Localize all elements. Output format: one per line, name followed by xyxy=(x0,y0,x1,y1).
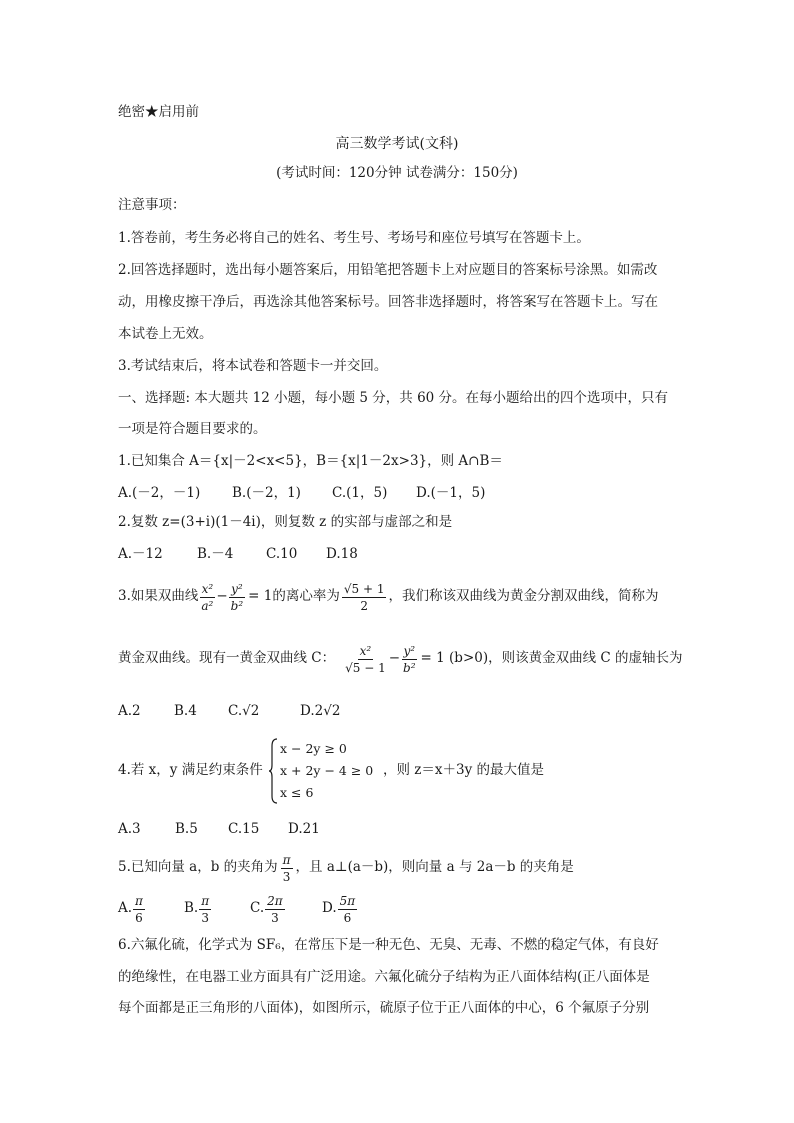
constraint-2: x + 2y − 4 ≥ 0 xyxy=(280,763,374,778)
note-line: 2.回答选择题时，选出每小题答案后，用铅笔把答题卡上对应题目的答案标号涂黑。如需改 xyxy=(118,262,658,278)
question-4-tail: ，则 z＝x＋3y 的最大值是 xyxy=(383,762,545,778)
constraint-3: x ≤ 6 xyxy=(280,785,314,800)
option-b: B.5 xyxy=(175,821,198,837)
option-b: B.－4 xyxy=(197,546,234,562)
note-line: 3.考试结束后，将本试卷和答题卡一并交回。 xyxy=(118,358,388,374)
section-heading: 一、选择题: 本大题共 12 小题，每小题 5 分，共 60 分。在每小题给出的四个选项中，只有 xyxy=(118,390,669,406)
option-d: D.2√2 xyxy=(300,703,341,719)
fraction-y2-b2: $\frac{\text{y²}}{\text{b²}}$ xyxy=(230,581,244,613)
constraint-system xyxy=(268,738,373,804)
option-c: C. $\frac{2\pi}{3}$ xyxy=(250,893,283,925)
question-6-line: 每个面都是正三角形的八面体)，如图所示，硫原子位于正八面体的中心，6 个氟原子分别 xyxy=(118,1000,650,1016)
constraint-1: x − 2y ≥ 0 xyxy=(280,741,347,756)
fraction-x2-sqrt5: $\frac{\text{x²}}{√5 - 1}$ xyxy=(345,643,386,675)
option-a: A.3 xyxy=(118,821,141,837)
fraction-x2-a2: $\frac{\text{x²}}{\text{a²}}$ xyxy=(201,581,214,613)
option-a: A.2 xyxy=(118,703,141,719)
question-1-stem: 1.已知集合 A＝{x|－2<x<5}，B＝{x|1－2x>3}，则 A∩B＝ xyxy=(118,453,503,469)
eccentricity-fraction: $\frac{√5 + 1}{2}$ xyxy=(343,581,385,613)
notes-heading: 注意事项： xyxy=(118,197,186,213)
option-b: B.(－2，1) xyxy=(232,485,301,501)
question-3-line-1: 3.如果双曲线 $\frac{\text{x²}}{\text{a²}}$ − $\frac{\text{y²}}{\text{b²}}$ = 1 的离心率为 $\frac{√5 + 1}{2}$ ，我们称该双曲线为黄金分割双曲线，简称为 xyxy=(118,581,659,613)
question-3-options xyxy=(118,705,340,719)
question-2-stem: 2.复数 z=(3+i)(1－4i)，则复数 z 的实部与虚部之和是 xyxy=(118,514,453,530)
question-3-lead: 3.如果双曲线 xyxy=(118,588,199,605)
exam-subtitle: (考试时间：120分钟 试卷满分：150分) xyxy=(276,165,518,181)
option-d: D.21 xyxy=(288,821,320,837)
question-6-line: 6.六氟化硫，化学式为 SF₆，在常压下是一种无色、无臭、无毒、不燃的稳定气体，有良好 xyxy=(118,937,659,953)
option-d: D.(－1，5) xyxy=(416,485,486,501)
question-6-line: 的绝缘性，在电器工业方面具有广泛用途。六氟化硫分子结构为正八面体结构(正八面体是 xyxy=(118,969,650,985)
option-d: D. $\frac{5\pi}{6}$ xyxy=(322,893,356,925)
angle-fraction: $\frac{\pi}{3}$ xyxy=(282,852,291,884)
option-c: C.(1，5) xyxy=(332,485,388,501)
note-line: 动，用橡皮擦干净后，再选涂其他答案标号。回答非选择题时，将答案写在答题卡上。写在 xyxy=(118,294,658,310)
fraction-y2-b2: $\frac{\text{y²}}{\text{b²}}$ xyxy=(403,643,416,675)
question-3-line-2: 黄金双曲线。现有一黄金双曲线 C： $\frac{\text{x²}}{√5 - 1}$ − $\frac{\text{y²}}{\text{b²}}$ = 1 (b>0) ，则该黄金双曲线 C 的虚轴长为 xyxy=(118,643,683,675)
option-a: A. $\frac{\pi}{6}$ xyxy=(118,893,143,925)
option-a: A.－12 xyxy=(118,546,163,562)
note-line: 1.答卷前，考生务必将自己的姓名、考生号、考场号和座位号填写在答题卡上。 xyxy=(118,230,590,246)
left-brace-icon xyxy=(268,738,278,804)
option-c: C.√2 xyxy=(228,703,260,719)
option-b: B. $\frac{\pi}{3}$ xyxy=(184,893,210,925)
option-c: C.15 xyxy=(228,821,260,837)
section-heading-cont: 一项是符合题目要求的。 xyxy=(118,421,267,437)
confidential-label: 绝密★启用前 xyxy=(118,104,199,120)
option-b: B.4 xyxy=(174,703,197,719)
option-c: C.10 xyxy=(266,546,298,562)
question-4-lead: 4.若 x，y 满足约束条件 xyxy=(118,762,263,778)
question-2-options xyxy=(118,548,358,562)
exam-title: 高三数学考试(文科) xyxy=(335,136,459,152)
question-5-options xyxy=(118,890,358,928)
question-1-options xyxy=(118,487,485,501)
option-a: A.(－2，－1) xyxy=(118,485,201,501)
note-line: 本试卷上无效。 xyxy=(118,326,213,342)
question-5-stem: 5.已知向量 a，b 的夹角为 $\frac{\pi}{3}$ ，且 a⊥(a－b)，则向量 a 与 2a－b 的夹角是 xyxy=(118,852,574,884)
question-4-options xyxy=(118,823,320,837)
option-d: D.18 xyxy=(326,546,358,562)
